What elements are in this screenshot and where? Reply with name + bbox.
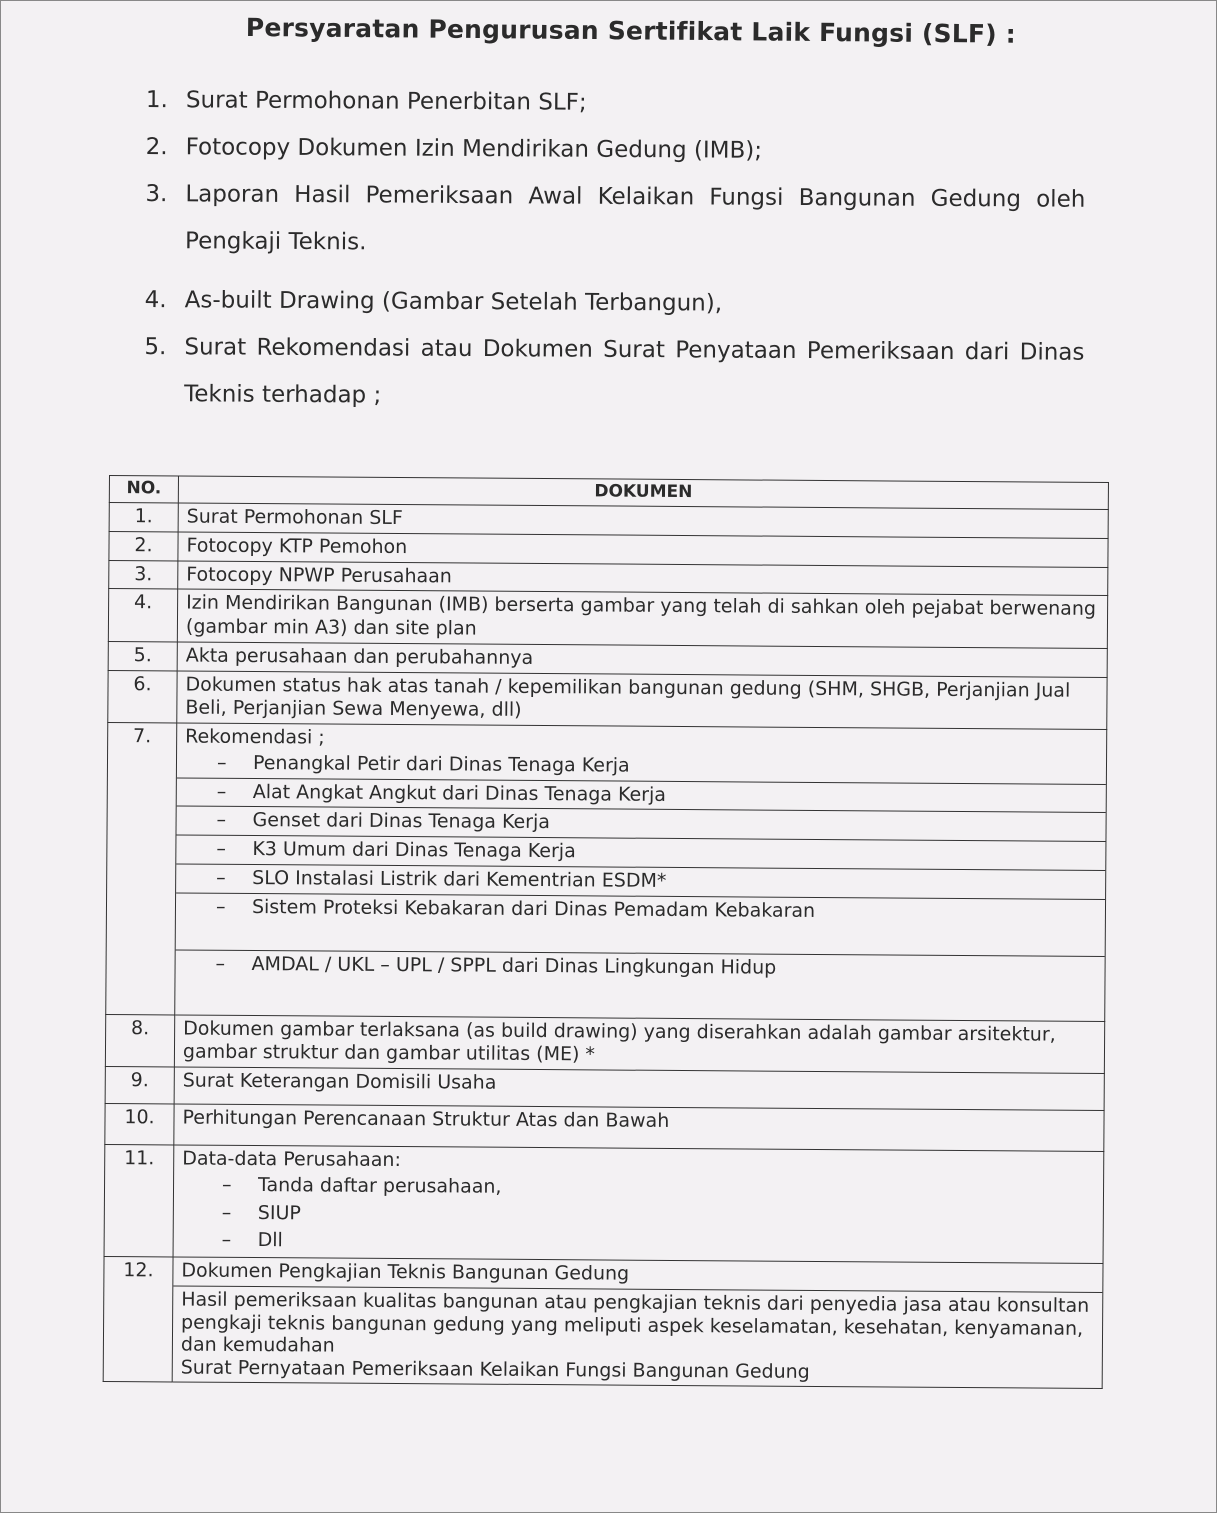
- table-row: [108, 670, 1107, 729]
- perusahaan-sublist: [182, 1171, 1096, 1261]
- dash-bullet: –: [221, 1173, 232, 1196]
- sub-item-text: AMDAL / UKL – UPL / SPPL dari Dinas Lingkungan Hidup: [251, 952, 777, 979]
- dash-bullet: –: [221, 1201, 232, 1224]
- sub-item-text: SIUP: [257, 1201, 301, 1224]
- row-description-footer: Surat Pernyataan Pemeriksaan Kelaikan Fungsi Bangunan Gedung: [180, 1356, 810, 1384]
- documents-table: [103, 475, 1109, 1389]
- table-row-pengkajian: [103, 1256, 1103, 1388]
- dash-bullet: –: [216, 809, 227, 832]
- row-document: Izin Mendirikan Bangunan (IMB) berserta gambar yang telah di sahkan oleh pejabat berwenang (gambar min A3) dan site plan: [177, 589, 1107, 648]
- row-document: [173, 1145, 1104, 1263]
- row-number: 6.: [108, 670, 177, 723]
- row-document: Fotocopy NPWP Perusahaan: [178, 560, 1108, 595]
- rekomendasi-subtable: [175, 749, 1106, 1020]
- dash-bullet: –: [215, 952, 226, 975]
- row-document: Perhitungan Perencanaan Struktur Atas dan Bawah: [174, 1104, 1104, 1151]
- sub-item-text: Tanda daftar perusahaan,: [257, 1173, 502, 1198]
- table-row: [108, 589, 1107, 648]
- sub-row: [175, 949, 1104, 1020]
- list-item: [145, 180, 1086, 271]
- dash-bullet: –: [216, 866, 226, 889]
- list-item: [144, 286, 1085, 318]
- table-row-rekomendasi: [106, 722, 1107, 1020]
- sub-item-text: Dll: [257, 1229, 283, 1252]
- row-number: 9.: [105, 1066, 174, 1103]
- header-dokumen: DOKUMEN: [178, 476, 1108, 509]
- row-number: 4.: [108, 589, 177, 642]
- list-item-text: Fotocopy Dokumen Izin Mendirikan Gedung (IMB);: [185, 134, 763, 164]
- list-item-text: As-built Drawing (Gambar Setelah Terbangun),: [184, 287, 723, 317]
- row-document: Dokumen gambar terlaksana (as build drawing) yang diserahkan adalah gambar arsitektur, gambar struktur dan gambar utilitas (ME) *: [174, 1014, 1104, 1073]
- list-item-number: 1.: [145, 87, 168, 114]
- row-number: 7.: [106, 722, 177, 1014]
- row-number: 5.: [108, 641, 177, 670]
- header-no: NO.: [109, 476, 178, 503]
- sub-item: [175, 949, 1104, 1020]
- row-number: 1.: [109, 503, 178, 532]
- dash-bullet: –: [216, 837, 226, 860]
- row-document: Akta perusahaan dan perubahannya: [177, 642, 1107, 677]
- row-number: 10.: [105, 1103, 174, 1144]
- row-document: Surat Keterangan Domisili Usaha: [174, 1067, 1104, 1110]
- table-row-data-perusahaan: [104, 1144, 1104, 1263]
- row-heading: Rekomendasi ;: [185, 725, 325, 749]
- list-item-text: Surat Permohonan Penerbitan SLF;: [185, 87, 587, 116]
- row-document: Dokumen status hak atas tanah / kepemilikan bangunan gedung (SHM, SHGB, Perjanjian Jual Beli, Perjanjian Sewa Menyewa, dll): [177, 670, 1107, 729]
- row-number: 8.: [105, 1014, 174, 1067]
- sub-item: [222, 1227, 1095, 1261]
- list-item: [146, 89, 1086, 118]
- row-description: [173, 1285, 1103, 1388]
- list-item-text: Surat Rekomendasi atau Dokumen Surat Penyataan Pemeriksaan dari Dinas Teknis terhadap ;: [184, 334, 1085, 409]
- row-heading: Dokumen Pengkajian Teknis Bangunan Gedung: [181, 1259, 630, 1285]
- sub-item-text: K3 Umum dari Dinas Tenaga Kerja: [252, 838, 576, 863]
- list-item-text: Laporan Hasil Pemeriksaan Awal Kelaikan Fungsi Bangunan Gedung oleh Pengkaji Teknis.: [184, 181, 1086, 256]
- sub-item-text: Alat Angkat Angkut dari Dinas Tenaga Kerja: [252, 780, 667, 806]
- sub-item-text: SLO Instalasi Listrik dari Kementrian ESDM*: [252, 866, 667, 892]
- list-item: [144, 333, 1085, 424]
- dash-bullet: –: [216, 780, 227, 803]
- sub-item-text: Penangkal Petir dari Dinas Tenaga Kerja: [252, 751, 630, 777]
- dash-bullet: –: [221, 1229, 232, 1252]
- sub-item-text: Genset dari Dinas Tenaga Kerja: [252, 809, 551, 834]
- sub-item: [176, 892, 1105, 955]
- list-item-number: 4.: [144, 286, 167, 314]
- row-description-text: Hasil pemeriksaan kualitas bangunan atau pengkajian teknis dari penyedia jasa atau konsultan pengkaji teknis bangunan gedung yang meliputi aspek keselamatan, kesehatan, kenyamanan, dan kemudahan: [180, 1288, 1090, 1357]
- list-item-number: 5.: [144, 333, 167, 361]
- row-number: 11.: [104, 1144, 174, 1256]
- page-title: Persyaratan Pengurusan Sertifikat Laik Fungsi (SLF) :: [245, 13, 1017, 49]
- row-heading: Data-data Perusahaan:: [182, 1147, 402, 1172]
- list-item-number: 2.: [145, 133, 168, 161]
- row-document: [172, 1257, 1103, 1388]
- dash-bullet: –: [215, 895, 226, 918]
- row-number: 12.: [103, 1256, 173, 1381]
- sub-item-text: Sistem Proteksi Kebakaran dari Dinas Pemadam Kebakaran: [251, 895, 816, 922]
- requirements-list: [144, 89, 1086, 448]
- row-document: [175, 723, 1107, 1021]
- row-document: Fotocopy KTP Pemohon: [178, 532, 1108, 567]
- list-item: [145, 133, 1086, 165]
- table-row: [105, 1014, 1104, 1073]
- dash-bullet: –: [216, 751, 227, 774]
- list-item-number: 3.: [145, 180, 168, 208]
- row-number: 3.: [109, 560, 178, 589]
- row-document: Surat Permohonan SLF: [178, 503, 1108, 538]
- table-row: [105, 1103, 1104, 1151]
- sub-row: [176, 892, 1105, 955]
- row-number: 2.: [109, 531, 178, 560]
